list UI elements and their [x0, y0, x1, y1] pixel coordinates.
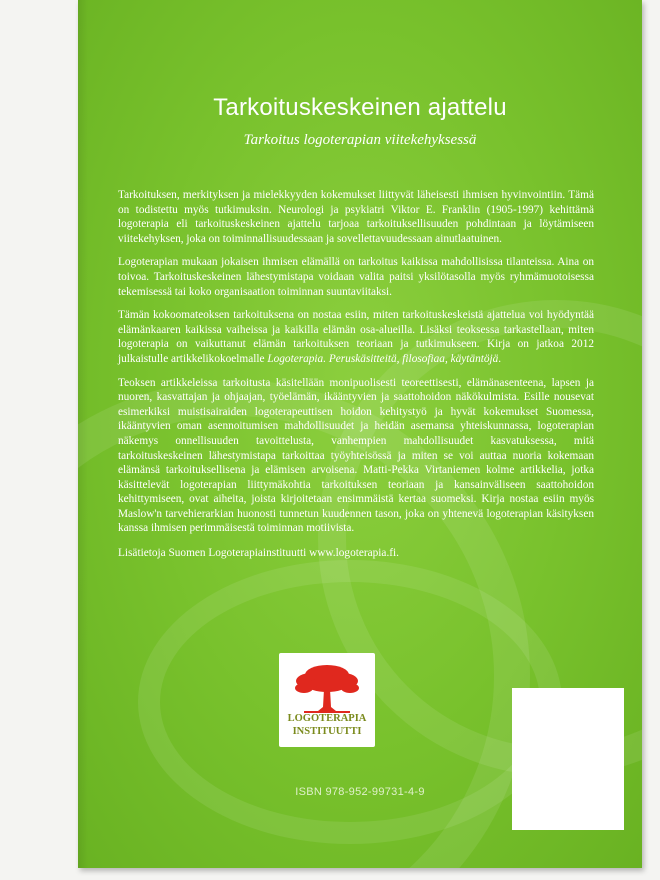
blurb-paragraph: Teoksen artikkeleissa tarkoitusta käsitellään monipuolisesti teoreettisesti, elämänasenteena, lapsen ja nuoren, kasvattajan ja ohjaajan, työelämän, ikääntyvien ja saattohoidon näkökulmista. Esille nousevat esimerkiksi muistisairaiden logoterapeuttisen hoidon kehitystyö ja hyvät kokemukset Suomessa, ikääntyvien oman asennoitumisen mahdollisuudet ja heidän asemansa yhteiskunnassa, logoterapian näkemys onnellisuuden tavoittelusta, vanhempien mahdollisuudet kasvatuksessa, mitä tarkoituskeskeinen lähestymistapa tarkoittaa työyhteisössä ja miten se voi auttaa nuoria kokemaan elämänsä tarkoituksellisena ja elämisen arvoisena. Matti-Pekka Virtaniemen kolme artikkelia, jotka käsittelevät logoterapian liittymäkohtia tarkoituksen teoriaan ja kansainväliseen saattohoidon kehittymiseen, ovat aiheita, joista kirjoitetaan ensimmäistä kertaa suomeksi. Kirja nostaa esiin myös Maslow'n tarvehierarkian huonosti tunnetun kuudennen tason, joka on yhtenevä logoterapian käsityksen kanssa ihmisen perimmäisestä toiminnan motiivista.	[118, 376, 594, 535]
logo-text-line: LOGOTERAPIA	[287, 713, 367, 724]
more-info-line: Lisätietoja Suomen Logoterapiainstituutti www.logoterapia.fi.	[118, 547, 399, 560]
blurb-paragraph	[118, 255, 594, 299]
publisher-logo	[279, 653, 375, 747]
blurb-paragraph: Tarkoituksen, merkityksen ja mielekkyyden kokemukset liittyvät läheisesti ihmisen hyvinvointiin. Tämä on todistettu myös tutkimuksin. Neurologi ja psykiatri Viktor E. Franklin (1905-1997) kehittämä logoterapia eli tarkoituskeskeinen ajattelu tarjoaa tarkoituksellisuuden pohdintaan ja löytämiseen viitekehyksen, joka on toiminnallisuudessaan ja sovellettavuudessaan ainutlaatuinen.	[118, 189, 594, 245]
isbn-number: ISBN 978-952-99731-4-9	[295, 786, 425, 798]
blurb-paragraph-text: Logoterapian mukaan jokaisen ihmisen elämällä on tarkoitus kaikissa mahdollisissa tilanteissa. Aina on toivoa. Tarkoituskeskeinen lähestymistapa voidaan valita paitsi yksilötasolla myös ryhmämuotoisessa tekemisessä tai koko organisaation toiminnan suuntaviitaksi.	[118, 256, 594, 298]
blurb-text	[118, 188, 594, 570]
earlier-book-title: Logoterapia. Peruskäsitteitä, filosofiaa, käytäntöjä	[267, 352, 499, 365]
book-subtitle: Tarkoitus logoterapian viitekehyksessä	[243, 132, 477, 148]
blurb-paragraph: Tämän kokoomateoksen tarkoituksena on nostaa esiin, miten tarkoituskeskeistä ajattelua voi hyödyntää elämänkaaren kaikissa vaiheissa ja kaikilla elämän osa-alueilla. Lisäksi teoksessa tarkastellaan, miten logoterapia on vaikuttanut elämän tarkoituksen teoriaan ja tutkimukseen. Kirja on jatkoa 2012 julkaistulle artikkelikokoelmalle Logoterapia. Peruskäsitteitä, filosofiaa, käytäntöjä.	[118, 309, 594, 365]
book-back-cover	[78, 0, 642, 868]
tree-icon	[294, 661, 360, 713]
book-title: Tarkoituskeskeinen ajattelu	[213, 94, 507, 121]
logo-text-line: INSTITUUTTI	[292, 726, 362, 737]
barcode-sticker-area	[512, 688, 624, 830]
blurb-paragraph-text: Tämän kokoomateoksen tarkoituksena on nostaa esiin, miten tarkoituskeskeistä ajattelua voi hyödyntää elämänkaaren kaikissa vaiheissa ja kaikilla elämän osa-alueilla. Lisäksi teoksessa tarkastellaan, miten logoterapia on vaikuttanut elämän tarkoituksen teoriaan ja tutkimukseen. Kirja on jatkoa 2012 julkaistulle artikkelikokoelmalle	[118, 309, 594, 365]
